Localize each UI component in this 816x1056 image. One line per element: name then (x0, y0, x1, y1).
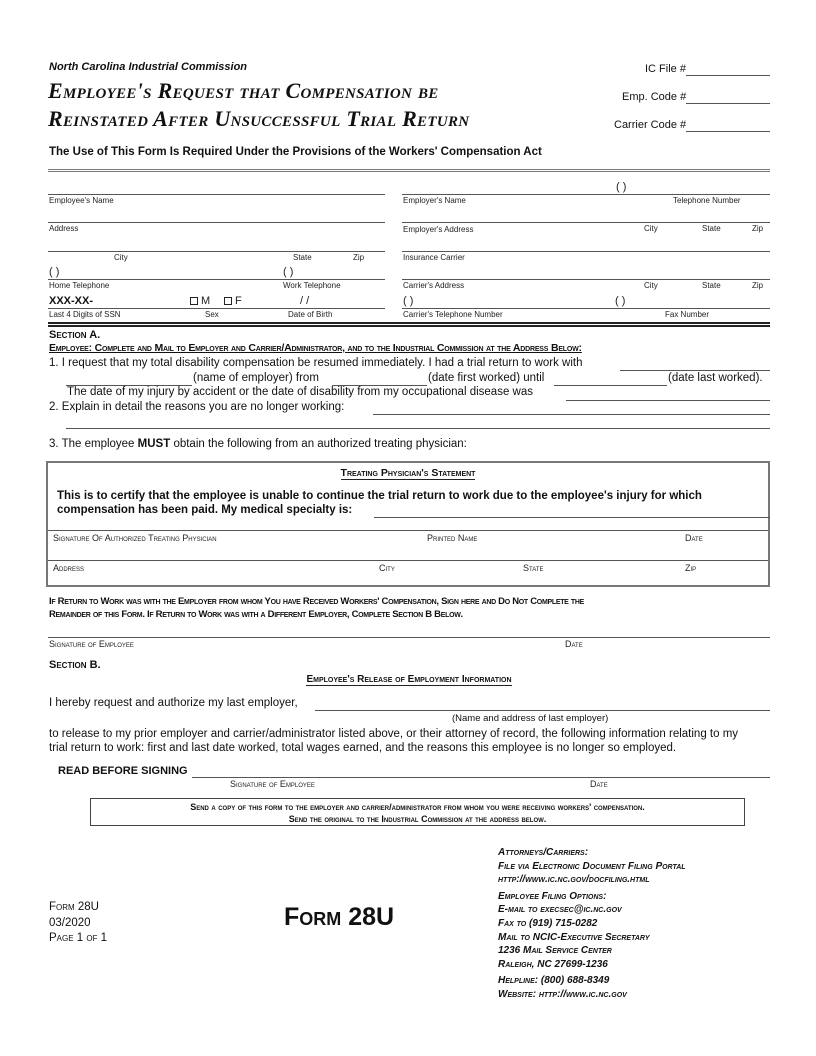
item3-text-b: obtain the following from an authorized treating physician: (170, 438, 467, 450)
work-phone-label: Work Telephone (283, 281, 341, 290)
emp-code-label: Emp. Code # (622, 91, 687, 103)
state-label: State (702, 224, 721, 233)
form-number: Form 28U (49, 901, 99, 913)
sex-f-label: F (235, 295, 242, 307)
last-worked-hint: (date last worked). (668, 372, 763, 384)
carrier-address-label: Carrier's Address (403, 281, 465, 290)
sex-m-checkbox[interactable] (190, 295, 210, 307)
physician-text-2: compensation has been paid. My medical specialty is: (57, 504, 353, 516)
filing-line: Fax to (919) 715-0282 (498, 917, 598, 929)
city-label: City (644, 281, 658, 290)
release-signature-field[interactable] (192, 777, 770, 778)
zip-label: Zip (752, 281, 764, 290)
ssn-prefix: XXX-XX- (49, 295, 94, 307)
carrier-code-field[interactable] (686, 131, 770, 132)
filing-line: File via Electronic Document Filing Portal (498, 860, 686, 872)
release-request: I hereby request and authorize my last employer, (49, 697, 298, 709)
city-label: City (114, 253, 128, 262)
trial-employer-field[interactable] (620, 370, 770, 371)
city-label: City (379, 563, 395, 573)
carrier-phone-paren: ( ) (403, 295, 414, 307)
divider (48, 322, 770, 327)
filing-info (498, 846, 686, 1002)
date-last-worked-field[interactable] (554, 385, 667, 386)
filing-line: Mail to NCIC-Executive Secretary (498, 931, 650, 943)
physician-text-1: This is to certify that the employee is unable to continue the trial return to work due to the employee's injury for which (57, 490, 702, 502)
injury-date-field[interactable] (566, 400, 770, 401)
home-phone-label: Home Telephone (49, 281, 110, 290)
last-employer-hint: (Name and address of last employer) (452, 713, 609, 724)
date-label: Date (590, 779, 608, 789)
employer-name-label: Employer's Name (403, 196, 466, 205)
send-copy-notice (90, 798, 745, 826)
address-field[interactable] (48, 222, 385, 223)
medical-specialty-field[interactable] (374, 517, 770, 518)
employer-hint: (name of employer) from (193, 372, 319, 384)
filing-line: Attorneys/Carriers: (498, 847, 589, 858)
phone-fields[interactable] (48, 279, 385, 280)
section-a-instructions: Employee: Complete and Mail to Employer and Carrier/Administrator, and to the Industrial Commission at the Address Below: (49, 342, 582, 354)
agency-name: North Carolina Industrial Commission (49, 61, 248, 73)
filing-line: Raleigh, NC 27699-1236 (498, 958, 608, 970)
physician-statement-title: Treating Physician's Statement (340, 467, 476, 479)
home-phone-paren: ( ) (49, 266, 60, 278)
zip-label: Zip (685, 563, 697, 573)
subtitle: The Use of This Form Is Required Under the Provisions of the Workers' Compensation Act (49, 146, 542, 158)
form-info (49, 900, 107, 947)
send-copy-line-1: Send a copy of this form to the employer and carrier/administrator from whom you were receiving workers' compensation. (190, 802, 645, 812)
carrier-phone-fax-field[interactable] (402, 308, 770, 309)
item2-text: 2. Explain in detail the reasons you are no longer working: (49, 401, 345, 413)
emp-code-field[interactable] (686, 103, 770, 104)
ic-file-field[interactable] (686, 75, 770, 76)
form-title-line2: Reinstated After Unsuccessful Trial Return (48, 106, 470, 131)
first-worked-hint: (date first worked) until (428, 372, 545, 384)
sex-m-label: M (201, 295, 211, 307)
ssn-label: Last 4 Digits of SSN (49, 310, 121, 319)
date-label: Date (685, 533, 703, 543)
employee-signature-field[interactable] (48, 637, 770, 638)
employer-address-field[interactable] (402, 222, 770, 223)
notice-line-1: If Return to Work was with the Employer from whom You have Received Workers' Compensation, Sign here and Do Not Complete the (49, 596, 584, 607)
employer-name-field[interactable] (402, 194, 770, 195)
physician-statement-box (46, 461, 770, 587)
send-copy-line-2: Send the original to the Industrial Commission at the address below. (288, 814, 547, 824)
item1-text: 1. I request that my total disability compensation be resumed immediately. I had a trial return to work with (49, 357, 583, 369)
employer-address-label: Employer's Address (403, 225, 474, 234)
printed-name-label: Printed Name (427, 533, 478, 543)
city-label: City (644, 224, 658, 233)
item3-must: MUST (137, 438, 171, 450)
section-b-title: Section B. (49, 659, 101, 671)
city-state-zip-field[interactable] (48, 251, 385, 252)
form-number-large: Form 28U (284, 903, 395, 931)
dob-label: Date of Birth (288, 310, 333, 319)
zip-label: Zip (752, 224, 764, 233)
section-a-title: Section A. (49, 329, 101, 341)
last-employer-field[interactable] (315, 710, 770, 711)
employee-name-label: Employee's Name (49, 196, 114, 205)
helpline: Helpline: (800) 688-8349 (498, 975, 610, 987)
insurance-carrier-label: Insurance Carrier (403, 253, 465, 262)
filing-line: Employee Filing Options: (498, 890, 607, 902)
checkbox-icon (190, 297, 198, 305)
state-label: State (293, 253, 312, 262)
state-label: State (702, 281, 721, 290)
carrier-phone-label: Carrier's Telephone Number (403, 310, 503, 319)
signature-label: Signature of Employee (230, 779, 315, 789)
date-label: Date (565, 639, 583, 649)
read-before-signing: READ BEFORE SIGNING (58, 765, 188, 777)
item3-text (49, 438, 467, 450)
form-date: 03/2020 (49, 916, 91, 929)
employee-name-field[interactable] (48, 194, 385, 195)
physician-signature-label: Signature Of Authorized Treating Physician (53, 533, 217, 543)
filing-line: 1236 Mail Service Center (498, 945, 612, 957)
reasons-field-cont[interactable] (66, 428, 770, 429)
ic-file-label: IC File # (645, 63, 686, 75)
state-label: State (523, 563, 544, 573)
insurance-carrier-field[interactable] (402, 251, 770, 252)
carrier-address-field[interactable] (402, 279, 770, 280)
fax-paren: ( ) (615, 295, 626, 307)
checkbox-icon (224, 297, 232, 305)
carrier-code-label: Carrier Code # (614, 119, 687, 131)
release-para-2: trial return to work: first and last date worked, total wages earned, and the reasons this employee is no longer so employed. (49, 742, 677, 754)
website-link[interactable]: Website: http://www.ic.nc.gov (498, 988, 627, 1000)
release-para-1: to release to my prior employer and carrier/administrator listed above, or their attorney of record, the following information relating to my (49, 728, 739, 740)
page-number: Page 1 of 1 (49, 932, 108, 944)
work-phone-paren: ( ) (283, 266, 294, 278)
divider (48, 169, 770, 172)
sex-label: Sex (205, 310, 219, 319)
notice-line-2: Remainder of this Form. If Return to Work was with a Different Employer, Complete Section B Below. (49, 609, 463, 620)
injury-date-text: The date of my injury by accident or the date of disability from my occupational disease was (67, 386, 533, 398)
release-heading: Employee's Release of Employment Information (306, 674, 512, 685)
docfiling-link[interactable]: http://www.ic.nc.gov/docfiling.html (498, 874, 650, 886)
employer-phone-paren: ( ) (616, 181, 627, 193)
signature-label: Signature of Employee (49, 639, 134, 649)
dob-slashes: / / (300, 295, 310, 307)
address-label: Address (49, 224, 79, 233)
form-title-line1: Employee's Request that Compensation be (48, 78, 439, 103)
address-label: Address (53, 563, 85, 573)
ssn-dob-fields[interactable] (48, 308, 385, 309)
fax-label: Fax Number (665, 310, 710, 319)
zip-label: Zip (353, 253, 365, 262)
email-link[interactable]: E-mail to execsec@ic.nc.gov (498, 904, 622, 916)
telephone-label: Telephone Number (673, 196, 741, 205)
reasons-field[interactable] (373, 414, 770, 415)
sex-f-checkbox[interactable] (224, 295, 242, 307)
item3-text-a: 3. The employee (49, 438, 138, 450)
